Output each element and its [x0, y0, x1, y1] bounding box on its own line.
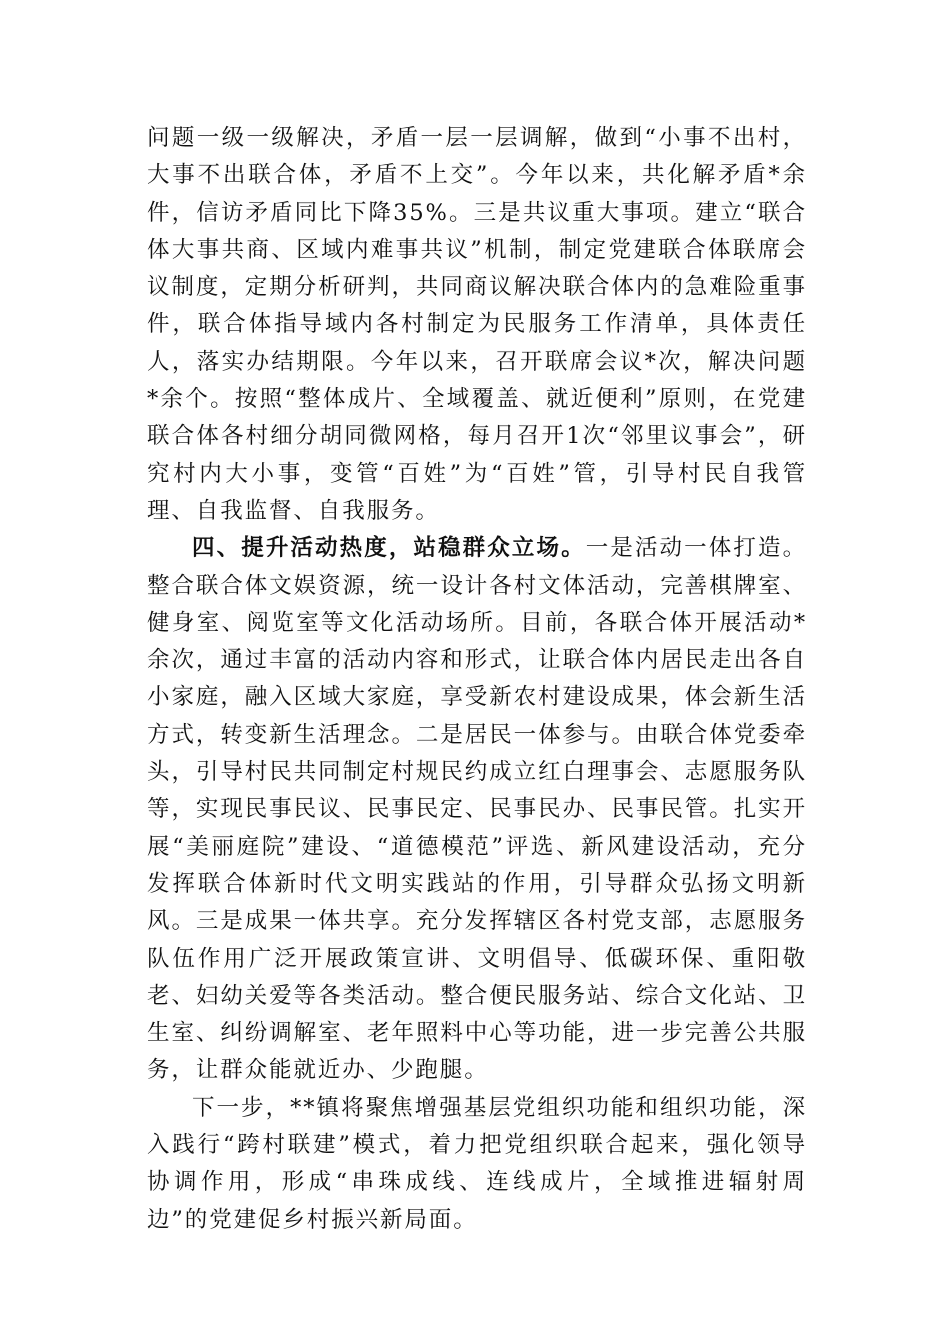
paragraph-text: 一是活动一体打造。整合联合体文娱资源，统一设计各村文体活动，完善棋牌室、健身室、阅览室等文化活动场所。目前，各联合体开展活动*余次，通过丰富的活动内容和形式，让联合体内居民走出各自小家庭，融入区域大家庭，享受新农村建设成果，体会新生活方式，转变新生活理念。二是居民一体参与。由联合体党委牵头，引导村民共同制定村规民约成立红白理事会、志愿服务队等，实现民事民议、民事民定、民事民办、民事民管。扎实开展“美丽庭院”建设、“道德模范”评选、新风建设活动，充分发挥联合体新时代文明实践站的作用，引导群众弘扬文明新风。三是成果一体共享。充分发挥辖区各村党支部，志愿服务队伍作用广泛开展政策宣讲、文明倡导、低碳环保、重阳敬老、妇幼关爱等各类活动。整合便民服务站、综合文化站、卫生室、纠纷调解室、老年照料中心等功能，进一步完善公共服务，让群众能就近办、少跑腿。: [147, 535, 807, 1084]
paragraph-text: 下一步，**镇将聚焦增强基层党组织功能和组织功能，深入践行“跨村联建”模式，着力把党组织联合起来，强化领导协调作用，形成“串珠成线、连线成片，全域推进辐射周边”的党建促乡村振兴新局面。: [147, 1094, 807, 1233]
paragraph-text: 问题一级一级解决，矛盾一层一层调解，做到“小事不出村，大事不出联合体，矛盾不上交”。今年以来，共化解矛盾*余件，信访矛盾同比下降35%。三是共议重大事项。建立“联合体大事共商、区域内难事共议”机制，制定党建联合体联席会议制度，定期分析研判，共同商议解决联合体内的急难险重事件，联合体指导域内各村制定为民服务工作清单，具体责任人，落实办结期限。今年以来，召开联席会议*次，解决问题*余个。按照“整体成片、全域覆盖、就近便利”原则，在党建联合体各村细分胡同微网格，每月召开1次“邻里议事会”，研究村内大小事，变管“百姓”为“百姓”管，引导村民自我管理、自我监督、自我服务。: [147, 125, 807, 524]
section-heading: 四、提升活动热度，站稳群众立场。: [192, 535, 586, 562]
paragraph-next-steps: [147, 1090, 807, 1239]
paragraph-section-four: [147, 530, 807, 1089]
paragraph-continuation: [147, 120, 807, 530]
document-page: [147, 120, 807, 1239]
